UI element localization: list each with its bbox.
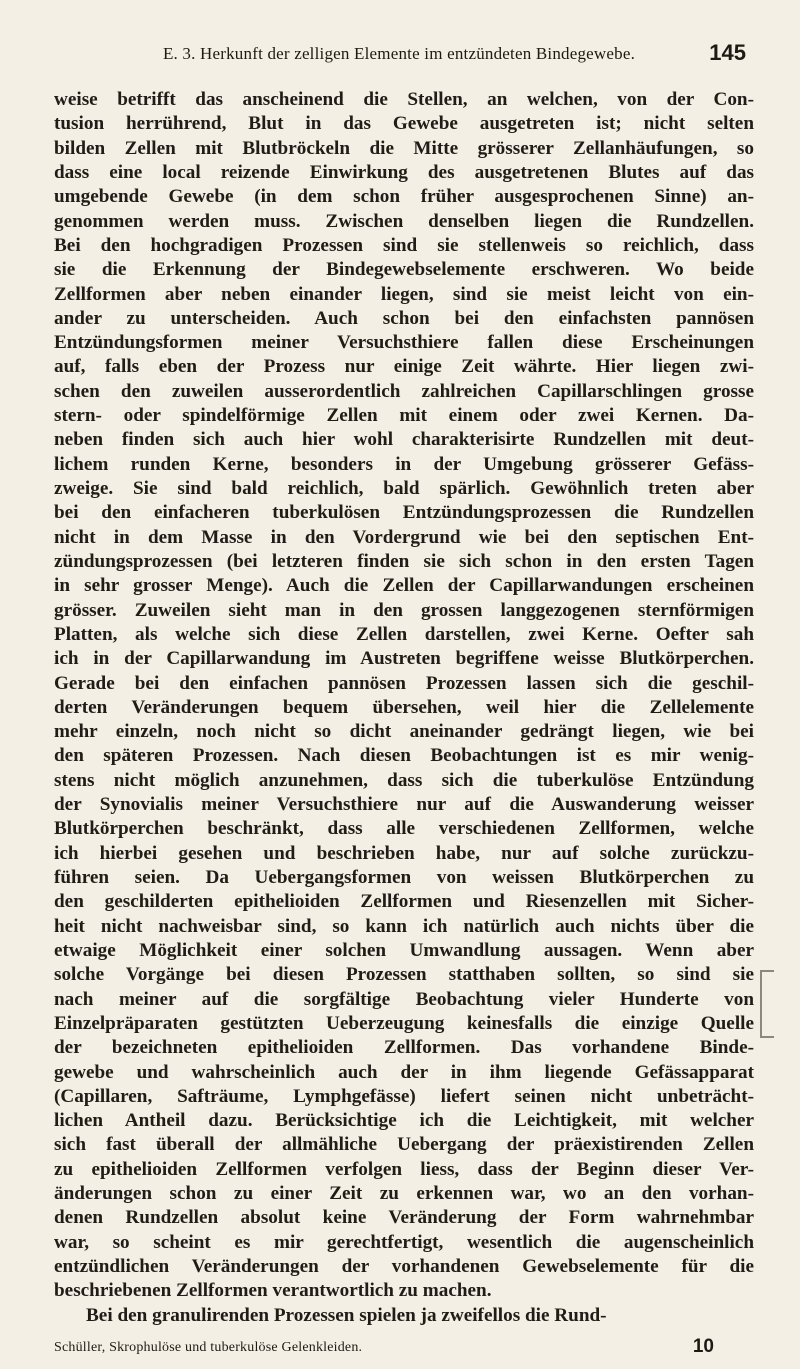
text-line: bei den einfacheren tuberkulösen Entzündungsprozessen die Rundzellen — [54, 502, 754, 524]
text-line: in sehr grosser Menge). Auch die Zellen der Capillarwandungen erscheinen — [54, 575, 754, 597]
text-line: Einzelpräparaten gestützten Ueberzeugung keinesfalls die einzige Quelle — [54, 1012, 754, 1034]
page-number: 145 — [709, 40, 746, 65]
text-line: Bei den granulirenden Prozessen spielen ja zweifellos die Rund- — [86, 1304, 607, 1326]
text-line: heit nicht nachweisbar sind, so kann ich natürlich auch nichts über die — [54, 915, 754, 937]
text-line: entzündlichen Veränderungen der vorhandenen Gewebselemente für die — [54, 1256, 754, 1277]
text-line: lichem runden Kerne, besonders in der Umgebung grösserer Gefäss- — [54, 453, 754, 475]
text-line: zündungsprozessen (bei letzteren finden sie sich schon in den ersten Tagen — [54, 550, 754, 572]
margin-bracket-mark — [760, 970, 774, 1038]
text-line: gewebe und wahrscheinlich auch der in ihm liegende Gefässapparat — [54, 1061, 754, 1083]
text-line: der bezeichneten epithelioiden Zellformen. Das vorhandene Binde- — [54, 1037, 754, 1059]
text-line: änderungen schon zu einer Zeit zu erkennen war, wo an den vorhan- — [54, 1183, 754, 1205]
text-line: den späteren Prozessen. Nach diesen Beobachtungen ist es mir wenig- — [54, 745, 754, 767]
text-line: denen Rundzellen absolut keine Veränderung der Form wahrnehmbar — [54, 1207, 754, 1229]
text-line: Bei den hochgradigen Prozessen sind sie stellenweis so reichlich, dass — [54, 234, 754, 256]
text-line: auf, falls eben der Prozess nur einige Zeit währte. Hier liegen zwi- — [54, 356, 754, 378]
text-line: stern- oder spindelförmige Zellen mit einem oder zwei Kernen. Da- — [54, 405, 754, 427]
text-line: Entzündungsformen meiner Versuchsthiere fallen diese Erscheinungen — [54, 332, 754, 354]
text-line: führen seien. Da Uebergangsformen von weissen Blutkörperchen zu — [54, 867, 754, 888]
text-line: mehr einzeln, noch nicht so dicht aneinander gedrängt liegen, wie bei — [54, 721, 754, 743]
text-line: dass eine local reizende Einwirkung des ausgetretenen Blutes auf das — [54, 161, 754, 183]
text-line: Zellformen aber neben einander liegen, sind sie meist leicht von ein- — [54, 283, 754, 305]
text-line: zweige. Sie sind bald reichlich, bald spärlich. Gewöhnlich treten aber — [54, 478, 754, 499]
text-line: stens nicht möglich anzunehmen, dass sich die tuberkulöse Entzündung — [54, 769, 754, 791]
text-line: solche Vorgänge bei diesen Prozessen statthaben sollten, so sind sie — [54, 964, 754, 986]
text-line: war, so scheint es mir gerechtfertigt, wesentlich die augenscheinlich — [54, 1231, 754, 1253]
text-line: zu epithelioiden Zellformen verfolgen liess, dass der Beginn dieser Ver- — [54, 1158, 754, 1180]
text-line: bilden Zellen mit Blutbröckeln die Mitte grösserer Zellanhäufungen, so — [54, 137, 754, 159]
text-line: weise betrifft das anscheinend die Stellen, an welchen, von der Con- — [54, 89, 754, 110]
text-line: sich fast überall der allmähliche Uebergang der präexistirenden Zellen — [54, 1134, 754, 1156]
text-line: Platten, als welche sich diese Zellen darstellen, zwei Kerne. Oefter sah — [54, 623, 754, 645]
text-line: beschriebenen Zellformen verantwortlich zu machen. — [54, 1280, 492, 1302]
header-title: E. 3. Herkunft der zelligen Elemente im entzündeten Bindegewebe. — [162, 44, 636, 63]
running-header — [96, 42, 746, 72]
page-footer — [54, 1338, 714, 1362]
text-line: schen den zuweilen ausserordentlich zahlreichen Capillarschlingen grosse — [54, 380, 754, 402]
text-line: tusion herrührend, Blut in das Gewebe ausgetreten ist; nicht selten — [54, 113, 754, 135]
text-line: nicht in dem Masse in den Vordergrund wie bei den septischen Ent- — [54, 526, 754, 548]
body-text — [54, 88, 754, 1328]
text-line: ich hierbei gesehen und beschrieben habe, nur auf solche zurückzu- — [54, 842, 754, 864]
text-line: neben finden sich auch hier wohl charakterisirte Rundzellen mit deut- — [54, 429, 754, 451]
text-line: ander zu unterscheiden. Auch schon bei den einfachsten pannösen — [54, 307, 754, 329]
text-line: der Synovialis meiner Versuchsthiere nur auf die Auswanderung weisser — [54, 794, 754, 816]
text-line: derten Veränderungen bequem übersehen, weil hier die Zellelemente — [54, 696, 754, 718]
text-line: den geschilderten epithelioiden Zellformen und Riesenzellen mit Sicher- — [54, 891, 754, 913]
text-line: Gerade bei den einfachen pannösen Prozessen lassen sich die geschil- — [54, 672, 754, 694]
text-line: (Capillaren, Safträume, Lymphgefässe) liefert seinen nicht unbeträcht- — [54, 1085, 754, 1107]
text-line: grösser. Zuweilen sieht man in den grossen langgezogenen sternförmigen — [54, 599, 754, 621]
text-line: Blutkörperchen beschränkt, dass alle verschiedenen Zellformen, welche — [54, 818, 754, 840]
text-line: genommen werden muss. Zwischen denselben liegen die Rundzellen. — [54, 210, 754, 232]
text-line: sie die Erkennung der Bindegewebselemente erschweren. Wo beide — [54, 259, 754, 281]
signature-mark: 10 — [692, 1336, 714, 1357]
text-line: umgebende Gewebe (in dem schon früher ausgesprochenen Sinne) an- — [54, 186, 754, 208]
text-line: etwaige Möglichkeit einer solchen Umwandlung aussagen. Wenn aber — [54, 939, 754, 961]
text-line: lichen Antheil dazu. Berücksichtige ich die Leichtigkeit, mit welcher — [54, 1110, 754, 1132]
footer-author: Schüller, Skrophulöse und tuberkulöse Gelenkleiden. — [54, 1340, 363, 1355]
text-line: nach meiner auf die sorgfältige Beobachtung vieler Hunderte von — [54, 988, 754, 1010]
text-line: ich in der Capillarwandung im Austreten begriffene weisse Blutkörperchen. — [54, 648, 754, 670]
